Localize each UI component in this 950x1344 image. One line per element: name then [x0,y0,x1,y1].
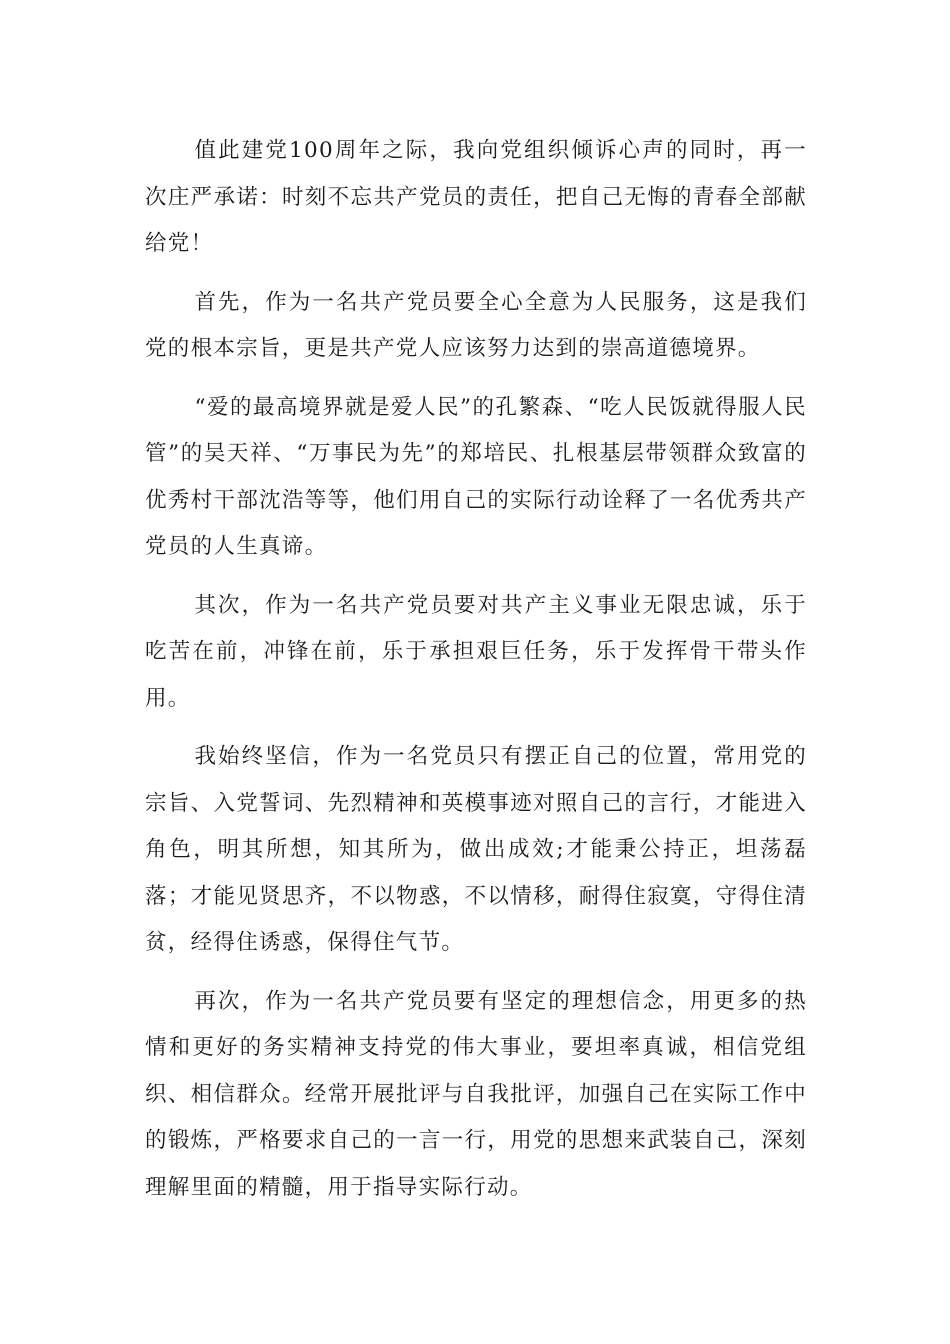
paragraph-5: 我始终坚信，作为一名党员只有摆正自己的位置，常用党的宗旨、入党誓词、先烈精神和英模事迹对照自己的言行，才能进入角色，明其所想，知其所为，做出成效;才能秉公持正，坦荡磊落；才能见贤思齐，不以物惑，不以情移，耐得住寂寞，守得住清贫，经得住诱惑，保得住气节。 [145,744,807,955]
paragraph-6: 再次，作为一名共产党员要有坚定的理想信念，用更多的热情和更好的务实精神支持党的伟大事业，要坦率真诚，相信党组织、相信群众。经常开展批评与自我批评，加强自己在实际工作中的锻炼，严格要求自己的一言一行，用党的思想来武装自己，深刻理解里面的精髓，用于指导实际行动。 [145,988,807,1200]
paragraph-2: 首先，作为一名共产党员要全心全意为人民服务，这是我们党的根本宗旨，更是共产党人应该努力达到的崇高道德境界。 [145,289,807,361]
document-body [145,128,807,1223]
paragraph-3: “爱的最高境界就是爱人民”的孔繁森、“吃人民饭就得服人民管”的吴天祥、“万事民为先”的郑培民、扎根基层带领群众致富的优秀村干部沈浩等等，他们用自己的实际行动诠释了一名优秀共产党员的人生真谛。 [145,394,807,559]
paragraph-1: 值此建党100周年之际，我向党组织倾诉心声的同时，再一次庄严承诺：时刻不忘共产党员的责任，把自己无悔的青春全部献给党！ [145,138,807,256]
paragraph-4: 其次，作为一名共产党员要对共产主义事业无限忠诚，乐于吃苦在前，冲锋在前，乐于承担艰巨任务，乐于发挥骨干带头作用。 [145,592,807,711]
